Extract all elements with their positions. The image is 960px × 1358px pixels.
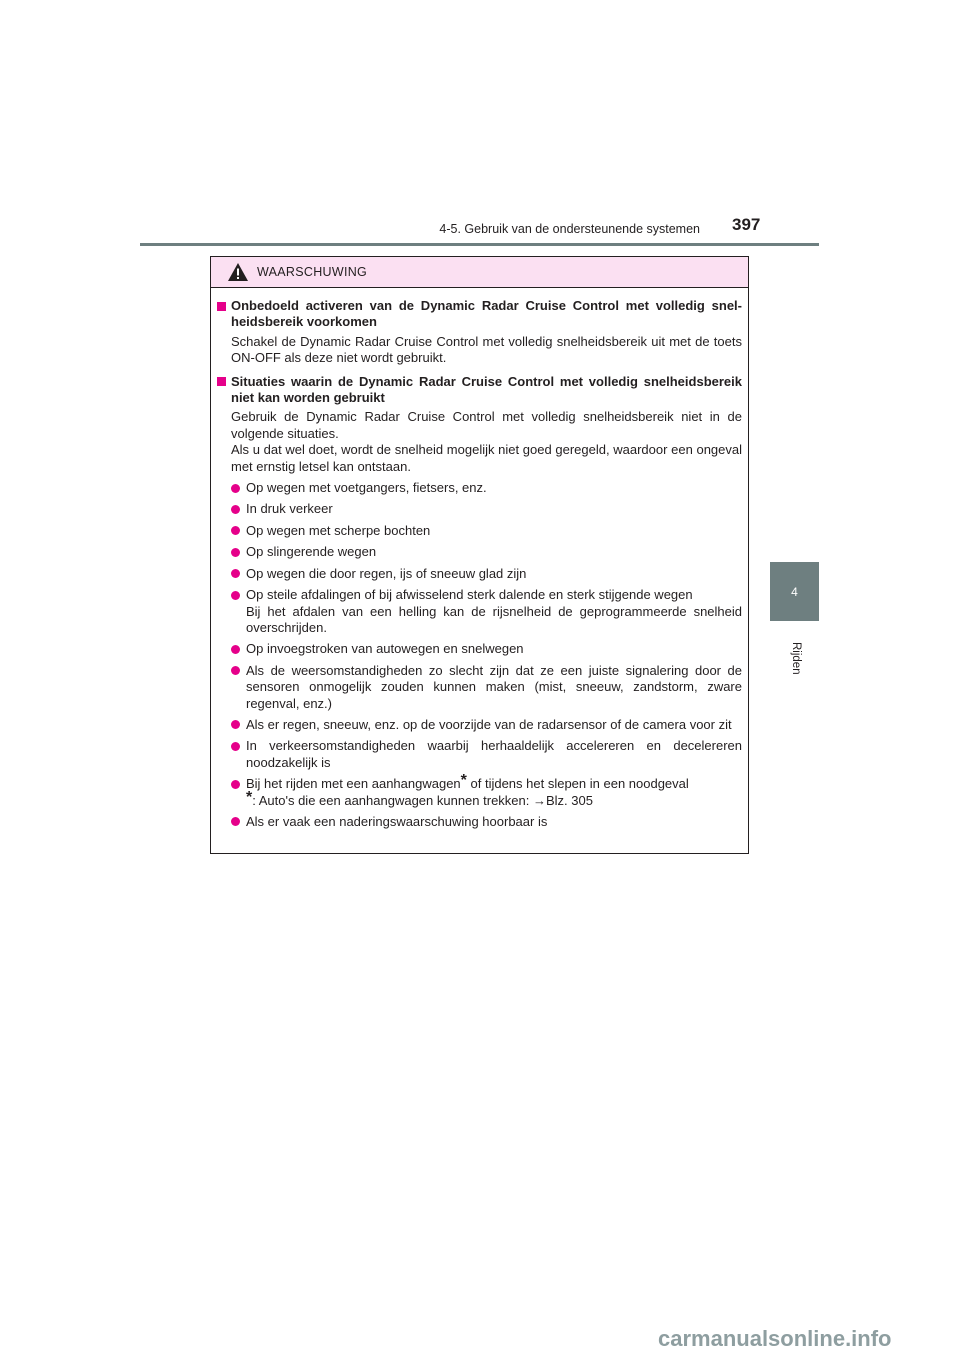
warning-section — [217, 298, 742, 367]
bullet-icon — [231, 720, 240, 729]
bullet-icon — [231, 817, 240, 826]
bullet-icon — [231, 569, 240, 578]
list-item: In verkeersomstandigheden waarbij herhaaldelijk accelereren en decelereren noodzakelijk is — [231, 738, 742, 771]
section-title: Situaties waarin de Dynamic Radar Cruise Control met volledig snelheidsbereik niet kan worden gebruikt — [231, 373, 742, 406]
list-item: Op wegen met voetgangers, fietsers, enz. — [231, 480, 742, 496]
list-item: Op steile afdalingen of bij afwisselend sterk dalende en sterk stijgende wegen Bij het afdalen van een helling kan de rijsnelheid de geprogrammeerde snelheid overschrijden. — [231, 587, 742, 636]
chapter-tab[interactable] — [770, 562, 819, 621]
section-marker-icon — [217, 377, 226, 386]
section-paragraph: Gebruik de Dynamic Radar Cruise Control met volledig snelheidsbereik niet in de volgende situaties. Als u dat wel doet, wordt de snelheid mogelijk niet goed geregeld, waardoor een ongeval met ernstig letsel kan ontstaan. — [231, 409, 742, 474]
list-item: Als er regen, sneeuw, enz. op de voorzijde van de radarsensor of de camera voor zit — [231, 717, 742, 733]
bullet-icon — [231, 548, 240, 557]
section-marker-icon — [217, 302, 226, 311]
list-item: Op invoegstroken van autowegen en snelwegen — [231, 641, 742, 657]
bullet-icon — [231, 645, 240, 654]
bullet-icon — [231, 666, 240, 675]
running-header: 4-5. Gebruik van de ondersteunende systemen — [439, 222, 700, 236]
warning-title: WAARSCHUWING — [257, 265, 368, 279]
section-paragraph: Schakel de Dynamic Radar Cruise Control met volledig snelheidsbereik uit met de toets ON-OFF als deze niet wordt gebruikt. — [231, 333, 742, 366]
warning-body — [211, 288, 748, 830]
list-item: Op wegen met scherpe bochten — [231, 523, 742, 539]
warning-box — [210, 256, 749, 854]
warning-header — [211, 257, 748, 288]
page-number: 397 — [732, 215, 761, 234]
list-item: Op slingerende wegen — [231, 544, 742, 560]
chapter-label: Rijden — [790, 641, 802, 675]
section-title: Onbedoeld activeren van de Dynamic Radar Cruise Control met volledig snel-heidsbereik voorkomen — [231, 298, 742, 330]
bullet-icon — [231, 780, 240, 789]
list-item: Als de weersomstandigheden zo slecht zijn dat ze een juiste signalering door de sensoren onmogelijk zouden kunnen maken (mist, sneeuw, zandstorm, zware regenval, enz.) — [231, 663, 742, 712]
list-item: Als er vaak een naderingswaarschuwing hoorbaar is — [231, 814, 742, 830]
header-rule — [140, 243, 819, 246]
bullet-icon — [231, 591, 240, 600]
list-item: Op wegen die door regen, ijs of sneeuw glad zijn — [231, 566, 742, 582]
situation-list — [231, 480, 742, 830]
footnote-link[interactable]: : Auto's die een aanhangwagen kunnen trekken: →Blz. 305 — [252, 792, 593, 808]
watermark-logo: carmanualsonline.info — [658, 1326, 892, 1351]
bullet-icon — [231, 484, 240, 493]
list-item: In druk verkeer — [231, 501, 742, 517]
list-item: Bij het rijden met een aanhangwagen* of tijdens het slepen in een noodgeval *: Auto's die een aanhangwagen kunnen trekken: →Blz. 305 — [231, 776, 742, 809]
bullet-icon — [231, 526, 240, 535]
warning-triangle-icon — [227, 262, 249, 282]
footnote-asterisk: * — [460, 772, 467, 790]
footnote: *: Auto's die een aanhangwagen kunnen trekken: →Blz. 305 — [246, 788, 593, 808]
chapter-number: 4 — [791, 584, 798, 599]
bullet-icon — [231, 505, 240, 514]
warning-section — [217, 374, 742, 831]
bullet-note: Bij het afdalen van een helling kan de rijsnelheid de geprogrammeerde snelheid overschrijden. — [246, 603, 742, 635]
bullet-icon — [231, 742, 240, 751]
